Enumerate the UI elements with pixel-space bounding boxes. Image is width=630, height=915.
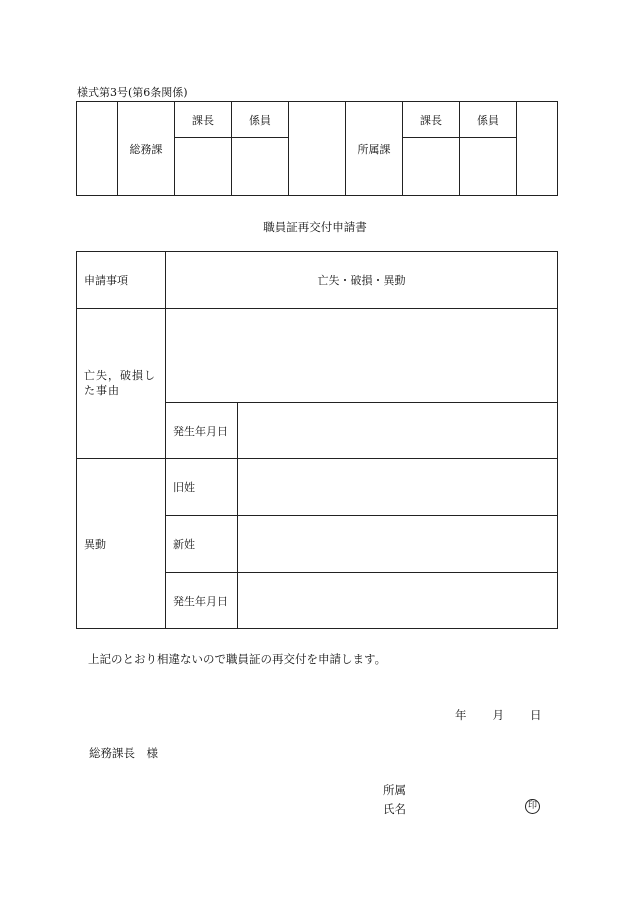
transfer-date-label: 発生年月日 xyxy=(166,573,238,629)
applicant-name-label: 氏名 xyxy=(383,802,406,816)
approval-blank-middle xyxy=(289,102,346,196)
day-label: 日 xyxy=(530,708,542,722)
new-surname-label: 新姓 xyxy=(166,516,238,573)
old-surname-field[interactable] xyxy=(238,459,558,516)
request-item-options: 亡失・破損・異動 xyxy=(166,252,558,309)
addressee: 総務課長 様 xyxy=(89,746,158,760)
application-table xyxy=(76,251,558,629)
loss-occurrence-date-label: 発生年月日 xyxy=(166,403,238,459)
approval-staff-header-general: 係員 xyxy=(232,102,289,138)
approval-chief-seal-box-own xyxy=(403,138,460,196)
approval-dept-general-affairs: 総務課 xyxy=(118,102,175,196)
year-label: 年 xyxy=(455,708,467,722)
approval-stamp-table xyxy=(76,101,558,196)
new-surname-field[interactable] xyxy=(238,516,558,573)
loss-damage-reason-label: 亡失，破損した事由 xyxy=(77,309,166,459)
form-number: 様式第3号(第6条関係) xyxy=(77,86,188,99)
approval-chief-header-general: 課長 xyxy=(175,102,232,138)
request-item-label: 申請事項 xyxy=(77,252,166,309)
approval-blank-right xyxy=(517,102,558,196)
loss-occurrence-date-field[interactable] xyxy=(238,403,558,459)
document-title: 職員証再交付申請書 xyxy=(263,220,367,234)
applicant-affiliation-label: 所属 xyxy=(383,783,406,797)
application-statement: 上記のとおり相違ないので職員証の再交付を申請します。 xyxy=(88,652,387,666)
approval-staff-seal-box-general xyxy=(232,138,289,196)
approval-chief-header-own: 課長 xyxy=(403,102,460,138)
approval-dept-own-section: 所属課 xyxy=(346,102,403,196)
approval-staff-seal-box-own xyxy=(460,138,517,196)
application-date-line xyxy=(455,707,542,723)
old-surname-label: 旧姓 xyxy=(166,459,238,516)
seal-mark: 印 xyxy=(525,799,540,814)
loss-damage-reason-field[interactable] xyxy=(166,309,558,403)
month-label: 月 xyxy=(492,708,504,722)
transfer-label: 異動 xyxy=(77,459,166,629)
approval-blank-left xyxy=(77,102,118,196)
approval-staff-header-own: 係員 xyxy=(460,102,517,138)
transfer-date-field[interactable] xyxy=(238,573,558,629)
approval-chief-seal-box-general xyxy=(175,138,232,196)
